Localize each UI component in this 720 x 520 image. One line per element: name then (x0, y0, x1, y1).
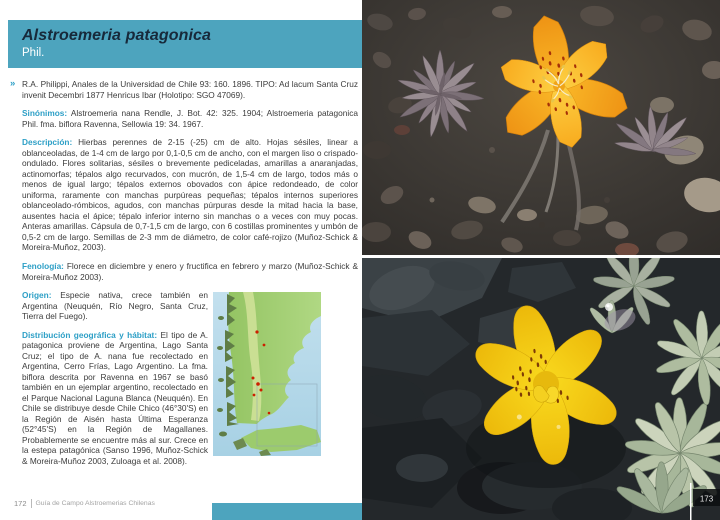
origin-paragraph (22, 290, 208, 322)
distribution-paragraph (22, 330, 208, 467)
species-author: Phil. (22, 47, 45, 59)
book-title: Guía de Campo Alstroemerias Chilenas (35, 500, 155, 507)
synonyms-label: Sinónimos: (22, 108, 68, 119)
right-page-number: 173 (699, 494, 714, 504)
map-text-zone (22, 290, 358, 467)
type-citation-paragraph (10, 78, 358, 100)
phenology-paragraph (22, 261, 358, 282)
flower-photo-bottom-svg (362, 258, 720, 520)
page-tab-bar (212, 503, 362, 520)
phenology-label: Fenología: (22, 260, 64, 271)
origin-label: Origen: (22, 290, 52, 301)
description-text: Hierbas perennes de 2-15 (-25) cm de alto. Hojas sésiles, linear a oblanceoladas, de 1-4 cm de largo por 0,1-0,5 cm de ancho, con el margen liso o crispado-ondulado. Flores solitarias, sésiles o brevemente pediceladas, amarillas a anaranjadas, actinomorfas; tépalos algo recurvados, con mucrón, de 1,5-4 cm de largo, todos más o menos de igual largo; tépalos externos obovados con ápice redondeado, de color uniforma, raramente con manchas purpúreas pequeñas; tépalos internos superiores oblanceolado-rómbicos, agudos, con manchas púrpuras desde la mitad hacia la base, ausentes hacia el ápice; tépalo inferior interno sin manchas o a veces con muy pocas. Anteras amarillas. Cápsula de 0,7-1,5 cm de largo, con 6 costillas prominentes y umbón de 0,5-2 cm de largo. Semillas de 2-3 mm de diámetro, de color café-rojizo (Muñoz-Schick & Moreira-Muñoz, 2003). (22, 137, 358, 253)
water-droplet (605, 303, 613, 311)
type-citation-text: R.A. Philippi, Anales de la Universidad de Chile 93: 160. 1896. TIPO: Ad lacum Santa Cruz invenit Decembri 1877 Henricus Ibar (Holotipo: SGO 47069). (22, 79, 358, 100)
footer-divider (31, 499, 32, 508)
distribution-label: Distribución geográfica y hábitat: (22, 329, 158, 340)
page-footer (14, 499, 155, 508)
description-paragraph (22, 137, 358, 253)
double-chevron-icon: » (10, 78, 15, 89)
distribution-map-svg (213, 292, 321, 456)
distribution-text: El tipo de A. patagonica proviene de Argentina, Lago Santa Cruz; el tipo de A. nana fue recolectado en Argentina, Cerro Frías, Lago Argentino. La fma. biflora descrita por Ravenna en 1967 se basó también en un ejemplar argentino, recolectado en el Parque Nacional Laguna Blanca (Neuquén). En Chile se distribuye desde Chile Chico (46°30'S) en la Región de Aisén hasta Última Esperanza (52°45'S) en la Región de Magallanes. Probablemente se encuentre más al sur. Crece en la estepa patagónica (Sanso 1996, Muñoz-Schick & Moreira-Muñoz 2003, Zuloaga et al. 2008). (22, 329, 208, 466)
synonyms-paragraph (22, 108, 358, 129)
description-label: Descripción: (22, 137, 73, 148)
origin-text: Especie nativa, crece también en Argentina (Neuquén, Río Negro, Santa Cruz, Tierra del Fuego). (22, 290, 208, 322)
flower-photo-top-svg (362, 0, 720, 255)
entry-body (10, 78, 359, 475)
flower-photo-top (362, 0, 720, 255)
flower-photo-bottom (362, 258, 720, 520)
phenology-text: Florece en diciembre y enero y fructifica en febrero y marzo (Muñoz-Schick & Moreira-Muñoz 2003). (22, 260, 359, 282)
left-page-number: 172 (14, 499, 27, 508)
synonyms-text: Alstroemeria nana Rendle, J. Bot. 42: 325. 1904; Alstroemeria patagonica Phil. fma. biflora Ravenna, Sellowia 19: 34. 1967. (22, 108, 358, 129)
distribution-map (213, 292, 321, 456)
species-header (8, 20, 362, 68)
page-title: Alstroemeria patagonica (22, 27, 212, 44)
